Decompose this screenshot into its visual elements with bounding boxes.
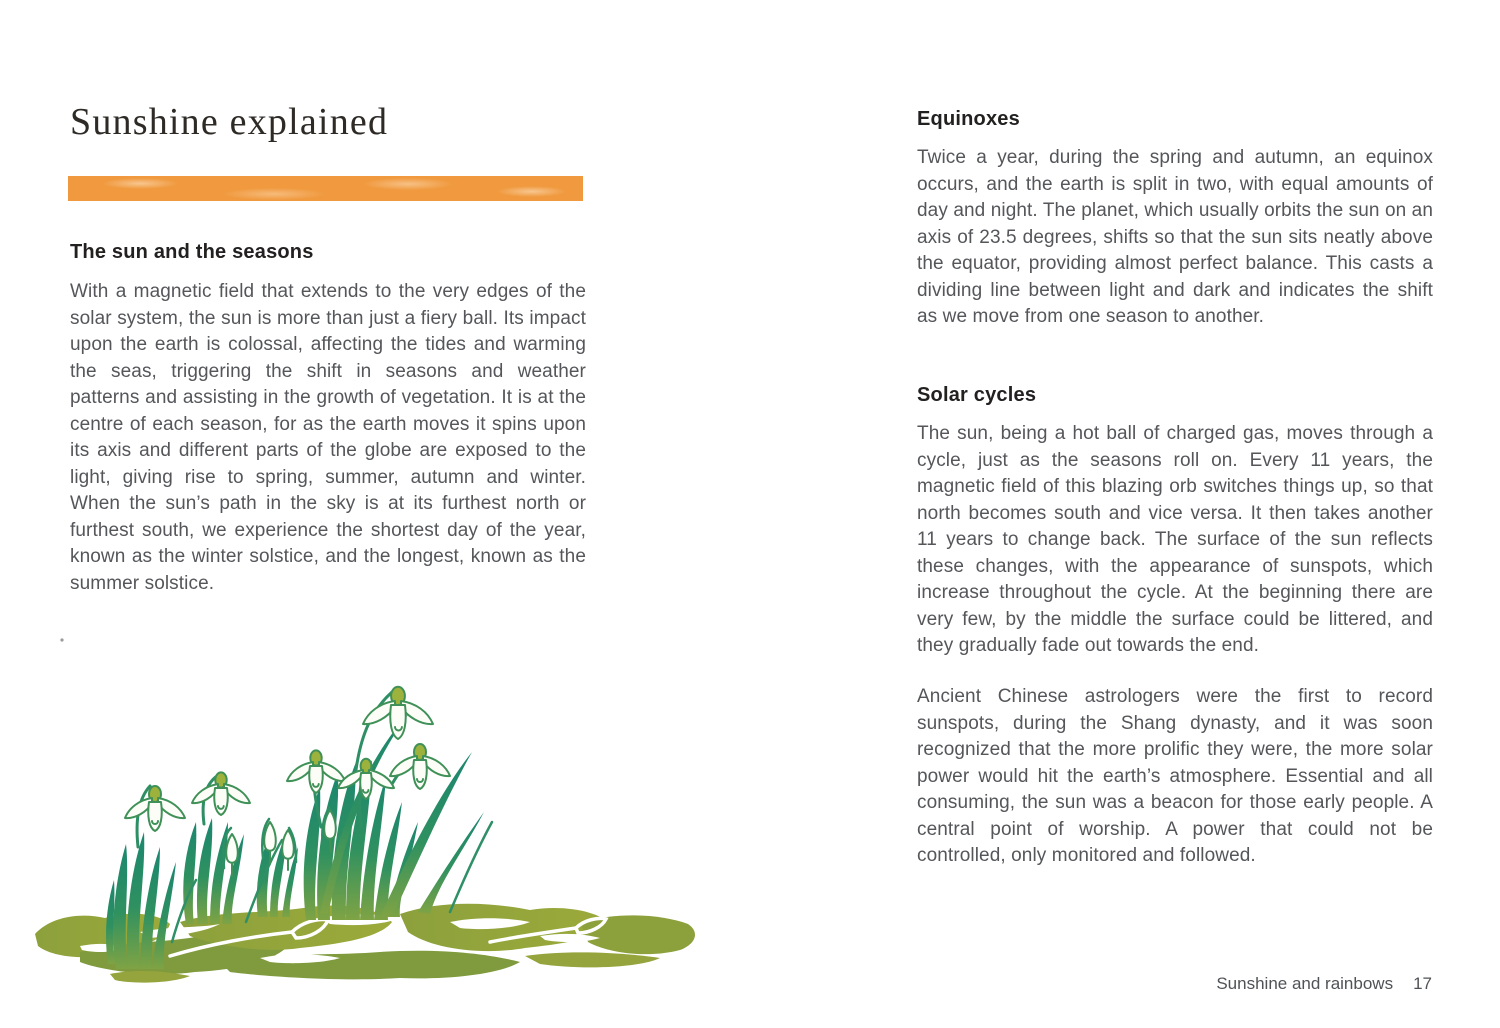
accent-rule (68, 176, 583, 201)
print-speck-icon (60, 638, 63, 641)
body-paragraph-solar-cycles-2: Ancient Chinese astrologers were the first to record sunspots, during the Shang dynasty, and it was soon recognized that the more prolific they were, the more solar power would hit the earth’s atmosphere. Essential and all consuming, the sun was a beacon for those early people. A central point of worship. A power that could not be controlled, only monitored and followed. (917, 686, 1433, 866)
page-title: Sunshine explained (70, 101, 389, 143)
body-paragraph-equinoxes: Twice a year, during the spring and autumn, an equinox occurs, and the earth is split in two, with equal amounts of day and night. The planet, which usually orbits the sun on an axis of 23.5 degrees, shifts so that the sun sits neatly above the equator, providing almost perfect balance. This casts a dividing line between light and dark and indicates the shift as we move from one season to another. (917, 147, 1433, 327)
page-footer (1216, 974, 1432, 994)
section-heading-solar-cycles: Solar cycles (917, 384, 1037, 406)
page-number: 17 (1413, 974, 1432, 993)
snowdrops-illustration (20, 622, 720, 1014)
section-heading-equinoxes: Equinoxes (917, 108, 1020, 130)
snowdrop-flowers (125, 687, 450, 876)
body-paragraph-sun-and-seasons: With a magnetic field that extends to the very edges of the solar system, the sun is more than just a fiery ball. Its impact upon the earth is colossal, affecting the tides and warming the seas, triggering the shift in seasons and weather patterns and assisting in the growth of vegetation. It is at the centre of each season, for as the earth moves it spins upon its axis and different parts of the globe are exposed to the light, giving rise to spring, summer, autumn and winter. When the sun’s path in the sky is at its furthest north or furthest south, we experience the shortest day of the year, known as the winter solstice, and the longest, known as the summer solstice. (70, 281, 586, 594)
body-paragraph-solar-cycles-1: The sun, being a hot ball of charged gas, moves through a cycle, just as the seasons roll on. Every 11 years, the magnetic field of this blazing orb switches things up, so that north becomes south and vice versa. It then takes another 11 years to change back. The surface of the sun reflects these changes, with the appearance of sunspots, which increase throughout the cycle. At the beginning there are very few, by the middle the surface could be littered, and they gradually fade out towards the end. (917, 423, 1433, 656)
section-heading-sun-and-seasons: The sun and the seasons (70, 241, 314, 263)
running-head: Sunshine and rainbows (1216, 974, 1394, 993)
